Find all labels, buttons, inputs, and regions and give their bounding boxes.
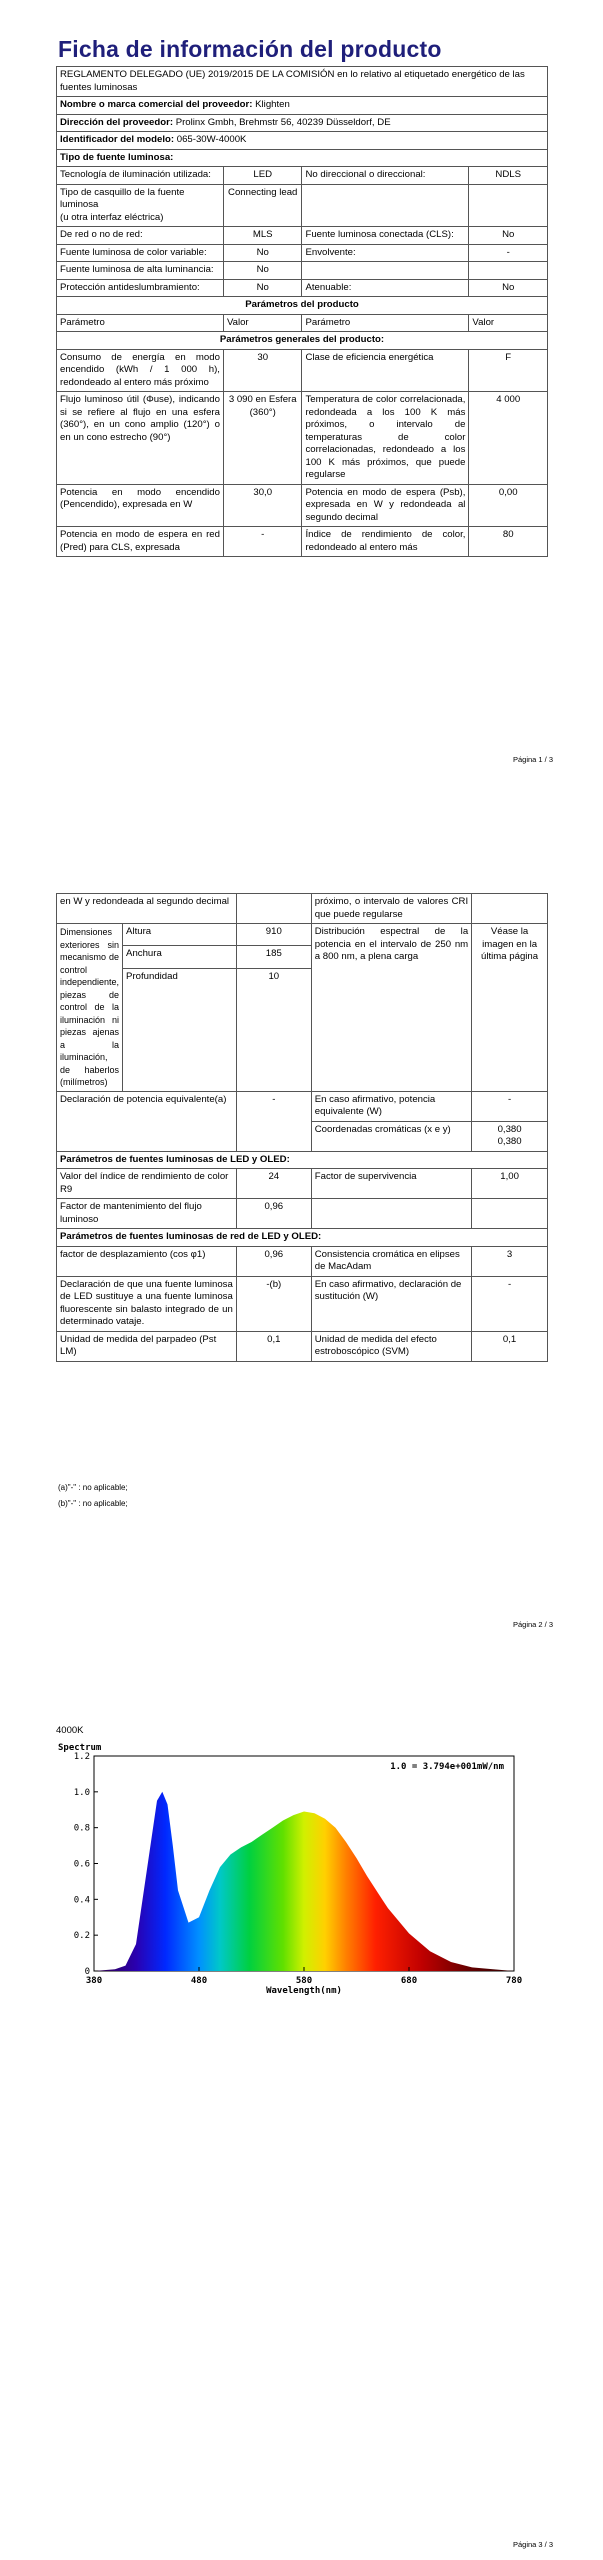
table-row bbox=[57, 1091, 548, 1121]
page-number: Página 1 / 3 bbox=[512, 755, 553, 764]
x-tick-label: 680 bbox=[400, 1976, 418, 1986]
macadam-label: Consistencia cromática en elipses de MacAdam bbox=[311, 1246, 471, 1276]
replace-label: Declaración de que una fuente luminosa de LED sustituye a una fuente luminosa fluorescente sin balasto integrado de un determinado vataje. bbox=[57, 1276, 237, 1331]
table-row bbox=[57, 392, 548, 485]
cell: 4 000 bbox=[469, 392, 548, 485]
cell bbox=[236, 894, 311, 924]
x-tick-label: 780 bbox=[505, 1976, 523, 1986]
survival-value: 1,00 bbox=[472, 1169, 548, 1199]
cell: No bbox=[469, 227, 548, 245]
macadam-value: 3 bbox=[472, 1246, 548, 1276]
model-row bbox=[57, 132, 548, 150]
footnote-b: (b)"-" : no aplicable; bbox=[58, 1499, 128, 1508]
dims-label: Dimensiones exteriores sin mecanismo de control independiente, piezas de control de la iluminación ni piezas ajenas a la iluminación, de haberlos (milímetros) bbox=[57, 924, 123, 1092]
spectrum-chart bbox=[56, 1725, 526, 2016]
page-number: Página 2 / 3 bbox=[512, 1620, 553, 1629]
general-header: Parámetros generales del producto: bbox=[57, 332, 548, 350]
maint-value: 0,96 bbox=[236, 1199, 311, 1229]
cell bbox=[469, 262, 548, 280]
cell: MLS bbox=[223, 227, 302, 245]
supplier-label: Nombre o marca comercial del proveedor: bbox=[60, 99, 253, 110]
cell: No bbox=[223, 279, 302, 297]
equiv-w-value: - bbox=[472, 1091, 548, 1121]
replace-w-label: En caso afirmativo, declaración de sustitución (W) bbox=[311, 1276, 471, 1331]
cell: No bbox=[469, 279, 548, 297]
cell: NDLS bbox=[469, 167, 548, 185]
x-tick-label: 480 bbox=[190, 1976, 208, 1986]
cell: Temperatura de color correlacionada, redondeada a los 100 K más próximos, o intervalo de temperaturas de color correlacionadas, redondeado a los 100 K más próximos, que puede regularse bbox=[302, 392, 469, 485]
chroma-label: Coordenadas cromáticas (x e y) bbox=[311, 1121, 471, 1151]
footnote-a: (a)"-" : no aplicable; bbox=[58, 1483, 128, 1492]
address-value: Prolinx Gmbh, Brehmstr 56, 40239 Düsseldorf, DE bbox=[175, 116, 391, 128]
maint-label: Factor de mantenimiento del flujo luminoso bbox=[57, 1199, 237, 1229]
cell: en W y redondeada al segundo decimal bbox=[57, 894, 237, 924]
y-tick-label: 0.2 bbox=[73, 1931, 90, 1942]
replace-w-value: - bbox=[472, 1276, 548, 1331]
cell: Tipo de casquillo de la fuente luminosa (u otra interfaz eléctrica) bbox=[57, 184, 224, 227]
type-label: Tipo de fuente luminosa: bbox=[57, 149, 548, 167]
model-value: 065-30W-4000K bbox=[176, 134, 247, 145]
cell: Fuente luminosa de alta luminancia: bbox=[57, 262, 224, 280]
equiv-w-label: En caso afirmativo, potencia equivalente (W) bbox=[311, 1091, 471, 1121]
cell: No direccional o direccional: bbox=[302, 167, 469, 185]
cell: LED bbox=[223, 167, 302, 185]
table-row bbox=[57, 1276, 548, 1331]
cell: Potencia en modo encendido (Pencendido), expresada en W bbox=[57, 484, 224, 527]
page-number: Página 3 / 3 bbox=[512, 2540, 553, 2549]
spectral-value: Véase la imagen en la última página bbox=[472, 924, 548, 1092]
table-row bbox=[57, 227, 548, 245]
cell: 30 bbox=[223, 349, 302, 392]
cell: Protección antideslumbramiento: bbox=[57, 279, 224, 297]
table-row bbox=[57, 1169, 548, 1199]
cell: próximo, o intervalo de valores CRI que puede regularse bbox=[311, 894, 471, 924]
chart-title: 4000K bbox=[56, 1725, 84, 1736]
r9-label: Valor del índice de rendimiento de color R9 bbox=[57, 1169, 237, 1199]
cell: Tecnología de iluminación utilizada: bbox=[57, 167, 224, 185]
cell bbox=[472, 894, 548, 924]
y-tick-label: 0.6 bbox=[73, 1859, 90, 1870]
cell bbox=[311, 1199, 471, 1229]
column-headers bbox=[57, 314, 548, 332]
survival-label: Factor de supervivencia bbox=[311, 1169, 471, 1199]
cell: Potencia en modo de espera (Psb), expresada en W y redondeada al segundo decimal bbox=[302, 484, 469, 527]
cell: - bbox=[223, 527, 302, 557]
product-info-table bbox=[56, 66, 548, 557]
chroma-y: 0,380 bbox=[497, 1136, 522, 1147]
table-row bbox=[57, 924, 548, 946]
y-tick-label: 0.8 bbox=[73, 1823, 90, 1834]
led-header: Parámetros de fuentes luminosas de LED y OLED: bbox=[57, 1151, 548, 1169]
cell bbox=[469, 184, 548, 227]
cell: Fuente luminosa conectada (CLS): bbox=[302, 227, 469, 245]
cell: No bbox=[223, 262, 302, 280]
cell: Atenuable: bbox=[302, 279, 469, 297]
table-row bbox=[57, 1331, 548, 1361]
x-tick-label: 580 bbox=[295, 1976, 313, 1986]
table-row bbox=[57, 279, 548, 297]
cell: Fuente luminosa de color variable: bbox=[57, 244, 224, 262]
cell bbox=[302, 262, 469, 280]
cell: 3 090 en Esfera (360°) bbox=[223, 392, 302, 485]
cell: De red o no de red: bbox=[57, 227, 224, 245]
y-axis-label: Spectrum bbox=[58, 1743, 102, 1753]
spectrum-svg bbox=[56, 1736, 526, 2011]
dim-value: 185 bbox=[236, 946, 311, 968]
regulation-text: REGLAMENTO DELEGADO (UE) 2019/2015 DE LA COMISIÓN en lo relativo al etiquetado energético de las fuentes luminosas bbox=[57, 67, 548, 97]
chroma-values bbox=[472, 1121, 548, 1151]
flicker-label: Unidad de medida del parpadeo (Pst LM) bbox=[57, 1331, 237, 1361]
page-2 bbox=[0, 885, 603, 1645]
y-tick-label: 0.4 bbox=[73, 1895, 90, 1906]
table-row bbox=[57, 184, 548, 227]
y-tick-label: 1.2 bbox=[73, 1752, 90, 1762]
dim-name: Profundidad bbox=[123, 968, 237, 1091]
plot-area bbox=[58, 1743, 522, 1996]
address-row bbox=[57, 114, 548, 132]
product-info-table-cont bbox=[56, 893, 548, 1362]
cell: 80 bbox=[469, 527, 548, 557]
cell bbox=[302, 184, 469, 227]
dim-name: Anchura bbox=[123, 946, 237, 968]
chart-annotation: 1.0 = 3.794e+001mW/nm bbox=[390, 1762, 504, 1772]
cell: Índice de rendimiento de color, redondeado al entero más bbox=[302, 527, 469, 557]
table-row bbox=[57, 484, 548, 527]
cell: F bbox=[469, 349, 548, 392]
chroma-x: 0,380 bbox=[497, 1123, 522, 1135]
cell: Connecting lead bbox=[223, 184, 302, 227]
col-header: Valor bbox=[223, 314, 302, 332]
table-row bbox=[57, 527, 548, 557]
cell: Consumo de energía en modo encendido (kWh / 1 000 h), redondeado al entero más próximo bbox=[57, 349, 224, 392]
table-row bbox=[57, 1246, 548, 1276]
equiv-value: - bbox=[236, 1091, 311, 1151]
cell bbox=[472, 1199, 548, 1229]
supplier-value: Klighten bbox=[255, 99, 290, 110]
flicker-value: 0,1 bbox=[236, 1331, 311, 1361]
cell: 0,00 bbox=[469, 484, 548, 527]
y-tick-label: 0 bbox=[84, 1967, 90, 1977]
supplier-row bbox=[57, 97, 548, 115]
spectral-label: Distribución espectral de la potencia en el intervalo de 250 nm a 800 nm, a plena carga bbox=[311, 924, 471, 1092]
col-header: Valor bbox=[469, 314, 548, 332]
page-title: Ficha de información del producto bbox=[58, 36, 442, 62]
cell: - bbox=[469, 244, 548, 262]
col-header: Parámetro bbox=[57, 314, 224, 332]
dim-name: Altura bbox=[123, 924, 237, 946]
disp-label: factor de desplazamiento (cos φ1) bbox=[57, 1246, 237, 1276]
table-row bbox=[57, 244, 548, 262]
table-row bbox=[57, 167, 548, 185]
model-label: Identificador del modelo: bbox=[60, 134, 175, 145]
dim-value: 10 bbox=[236, 968, 311, 1091]
cell: No bbox=[223, 244, 302, 262]
cell: 30,0 bbox=[223, 484, 302, 527]
table-row bbox=[57, 894, 548, 924]
replace-value: -(b) bbox=[236, 1276, 311, 1331]
page-1 bbox=[0, 0, 603, 780]
col-header: Parámetro bbox=[302, 314, 469, 332]
table-row bbox=[57, 349, 548, 392]
x-axis-label: Wavelength(nm) bbox=[266, 1986, 342, 1996]
x-tick-label: 380 bbox=[85, 1976, 103, 1986]
strobo-label: Unidad de medida del efecto estroboscópico (SVM) bbox=[311, 1331, 471, 1361]
equiv-label: Declaración de potencia equivalente(a) bbox=[57, 1091, 237, 1151]
cell: Potencia en modo de espera en red (Pred) para CLS, expresada bbox=[57, 527, 224, 557]
disp-value: 0,96 bbox=[236, 1246, 311, 1276]
strobo-value: 0,1 bbox=[472, 1331, 548, 1361]
cell: Envolvente: bbox=[302, 244, 469, 262]
cell: Clase de eficiencia energética bbox=[302, 349, 469, 392]
cell: Flujo luminoso útil (Φuse), indicando si se refiere al flujo en una esfera (360°), en un cono amplio (120°) o en un cono estrecho (90°) bbox=[57, 392, 224, 485]
r9-value: 24 bbox=[236, 1169, 311, 1199]
table-row bbox=[57, 262, 548, 280]
address-label: Dirección del proveedor: bbox=[60, 116, 174, 128]
table-row bbox=[57, 1199, 548, 1229]
mains-header: Parámetros de fuentes luminosas de red de LED y OLED: bbox=[57, 1229, 548, 1247]
dim-value: 910 bbox=[236, 924, 311, 946]
params-header: Parámetros del producto bbox=[57, 297, 548, 315]
y-tick-label: 1.0 bbox=[73, 1787, 90, 1798]
